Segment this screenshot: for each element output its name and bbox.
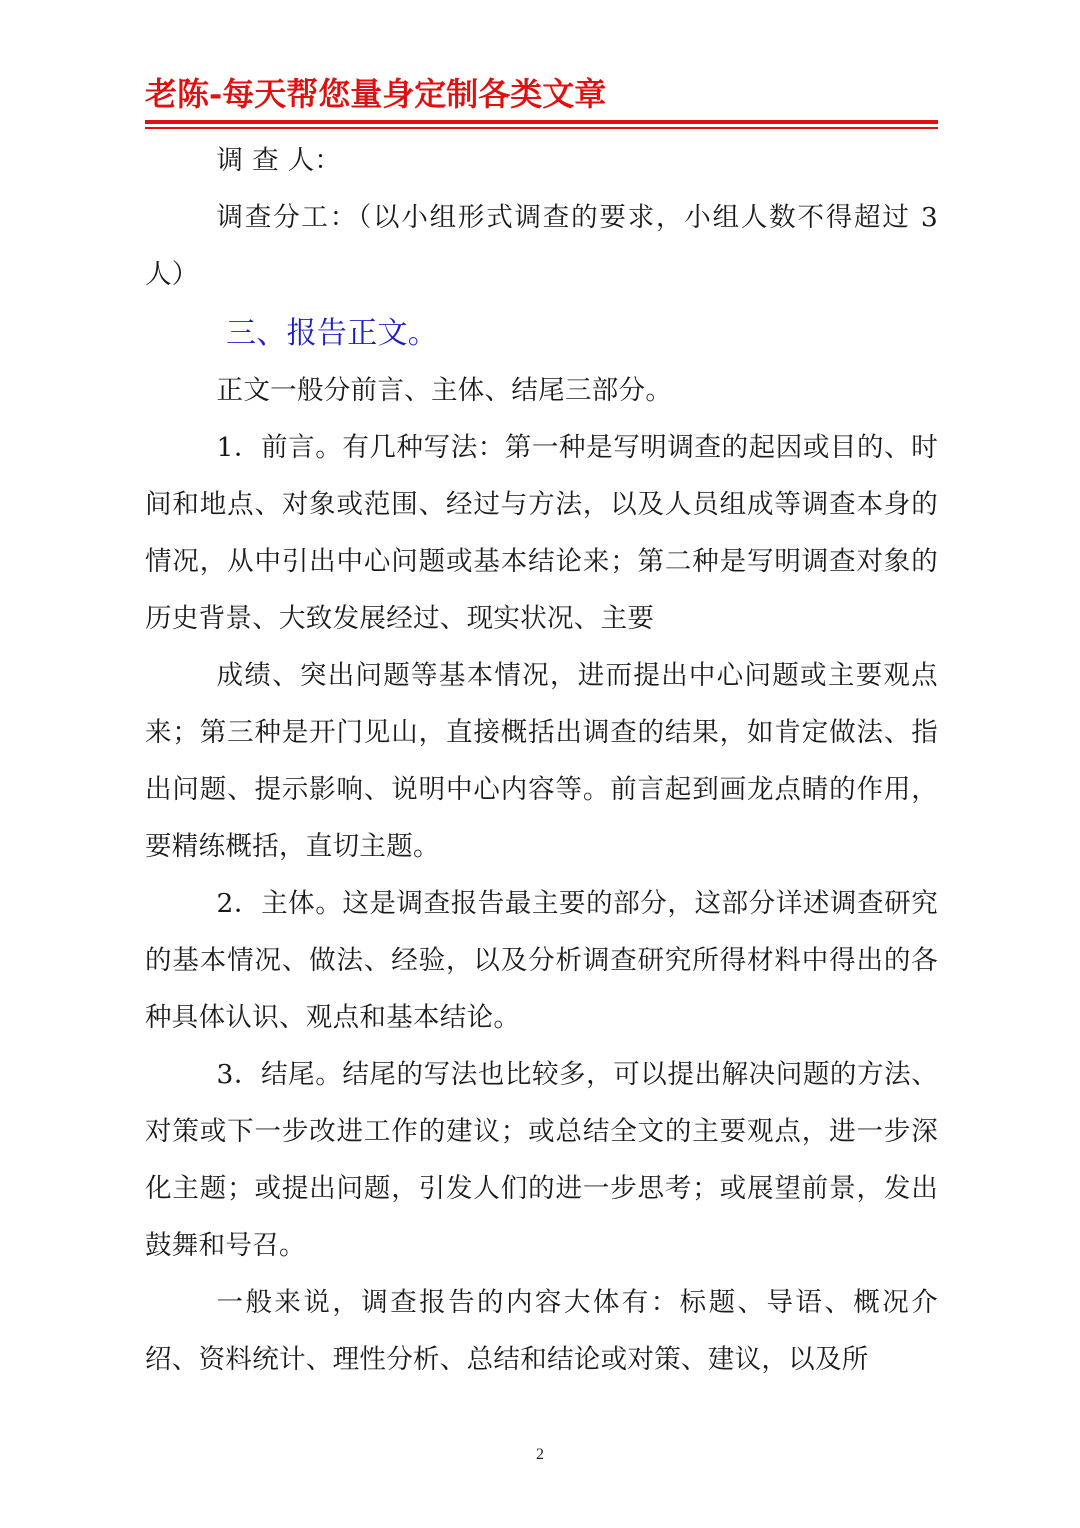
header-divider-thick (145, 120, 938, 124)
section-heading: 三、报告正文。 (226, 316, 439, 351)
document-body (145, 132, 938, 1388)
header-divider-thin (145, 127, 938, 129)
paragraph-investigator: 调 查 人： (216, 145, 342, 176)
paragraph-ending: 3．结尾。结尾的写法也比较多，可以提出解决问题的方法、对策或下一步改进工作的建议；或总结全文的主要观点，进一步深化主题；或提出问题，引发人们的进一步思考；或展望前景，发出鼓舞和号召。 (145, 1059, 938, 1261)
header-title: 老陈-每天帮您量身定制各类文章 (145, 75, 607, 113)
paragraph-division-of-work: 调查分工：（以小组形式调查的要求，小组人数不得超过 3 人） (145, 202, 938, 290)
paragraph-summary: 一般来说，调查报告的内容大体有：标题、导语、概况介绍、资料统计、理性分析、总结和结论或对策、建议，以及所 (145, 1287, 938, 1375)
paragraph-main-body: 2．主体。这是调查报告最主要的部分，这部分详述调查研究的基本情况、做法、经验，以及分析调查研究所得材料中得出的各种具体认识、观点和基本结论。 (145, 888, 938, 1033)
paragraph-preface-continued: 成绩、突出问题等基本情况，进而提出中心问题或主要观点来；第三种是开门见山，直接概括出调查的结果，如肯定做法、指出问题、提示影响、说明中心内容等。前言起到画龙点睛的作用，要精练概括，直切主题。 (145, 660, 938, 862)
page-number: 2 (536, 1446, 544, 1463)
paragraph-body-intro: 正文一般分前言、主体、结尾三部分。 (216, 375, 673, 406)
paragraph-preface: 1．前言。有几种写法：第一种是写明调查的起因或目的、时间和地点、对象或范围、经过与方法，以及人员组成等调查本身的情况，从中引出中心问题或基本结论来；第二种是写明调查对象的历史背景、大致发展经过、现实状况、主要 (145, 432, 938, 634)
